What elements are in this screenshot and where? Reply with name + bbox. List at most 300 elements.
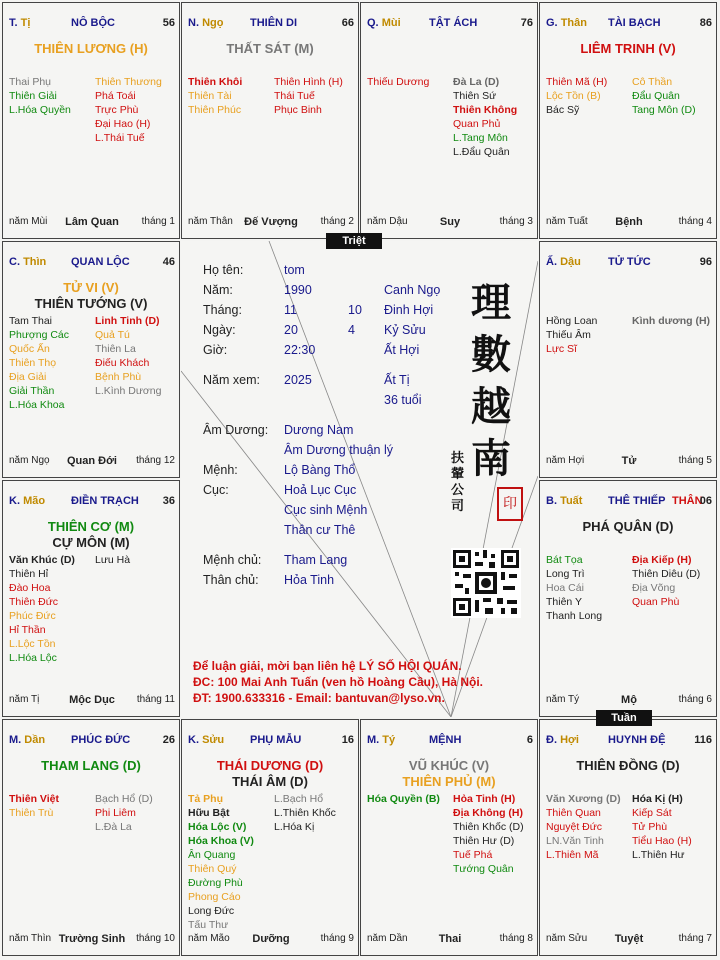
minor-star: Giải Thần: [9, 385, 55, 397]
palace-year: năm Ngọ: [9, 455, 50, 466]
value-hour: 22:30: [284, 343, 316, 357]
minor-star: L.Tang Môn: [453, 132, 508, 144]
palace-chi: Thìn: [23, 256, 47, 268]
minor-stars-left: [546, 75, 607, 117]
minor-star: Hóa Khoa (V): [188, 835, 254, 847]
main-star: THẤT SÁT (M): [226, 41, 314, 56]
palace-header: [9, 256, 175, 270]
palace-can: B.: [546, 495, 557, 507]
minor-star: Tử Phù: [632, 821, 668, 833]
palace-footer: [9, 216, 175, 230]
palace-number: 06: [699, 495, 712, 507]
palace-name: TỬ TỨC: [608, 256, 651, 268]
palace-footer: [367, 216, 533, 230]
main-star: THIÊN CƠ (M): [47, 519, 135, 534]
minor-stars-left: [188, 75, 242, 117]
palace-can: N.: [188, 17, 199, 29]
calligraphy-char: 數: [471, 331, 511, 378]
minor-star: Thiên Phúc: [188, 104, 242, 116]
palace-can: M.: [367, 734, 380, 746]
truong-sinh-stage: Thai: [438, 933, 462, 945]
minor-star: Kình dương (H): [632, 315, 711, 327]
palace-cell[interactable]: [539, 719, 717, 956]
minor-star: Cô Thần: [632, 76, 673, 88]
truong-sinh-stage: Đế Vượng: [244, 216, 298, 228]
main-star: THÁI DƯƠNG (D): [216, 758, 324, 773]
palace-footer: [546, 694, 712, 708]
palace-header: [9, 734, 175, 748]
contact-line-1: Để luận giải, mời bạn liên hệ LÝ SỐ HỘI QUÁN.: [193, 659, 462, 673]
palace-number: 36: [162, 495, 175, 507]
label-year: Năm:: [203, 283, 233, 297]
palace-can: Ấ.: [546, 256, 557, 268]
value-month-lunar: 10: [348, 303, 362, 317]
palace-year: năm Thìn: [9, 933, 52, 944]
palace-cell[interactable]: [2, 241, 180, 478]
minor-stars-right: [274, 75, 343, 117]
minor-star: L.Thiên Mã: [546, 849, 599, 861]
minor-star: Thiên Đức: [9, 596, 59, 608]
minor-stars-right: [632, 75, 696, 117]
minor-stars-left: [367, 75, 429, 89]
palace-number: 16: [341, 734, 354, 746]
value-cuc-3: Thân cư Thê: [284, 523, 356, 537]
truong-sinh-stage: Tuyệt: [614, 933, 644, 945]
palace-year: năm Hợi: [546, 455, 585, 466]
palace-year: năm Tuất: [546, 216, 588, 227]
palace-cell[interactable]: [181, 2, 359, 239]
minor-star: L.Hóa Kị: [274, 821, 315, 833]
truong-sinh-stage: Bệnh: [615, 216, 643, 228]
minor-star: Quan Phủ: [453, 118, 501, 130]
truong-sinh-stage: Suy: [439, 216, 461, 228]
palace-chi: Thân: [560, 17, 587, 29]
minor-stars-right: [453, 75, 517, 159]
minor-star: Tấu Thư: [188, 919, 229, 931]
value-view-year-canchi: Ất Tị: [384, 373, 410, 387]
minor-star: Địa Võng: [632, 582, 676, 594]
minor-stars-left: [9, 792, 59, 820]
palace-chi: Tý: [382, 734, 396, 746]
palace-header: [188, 17, 354, 31]
palace-year: năm Thân: [188, 216, 233, 227]
label-menh: Mệnh:: [203, 463, 238, 477]
truong-sinh-stage: Tử: [621, 455, 637, 467]
minor-star: Lực Sĩ: [546, 343, 577, 355]
minor-star: Phong Cáo: [188, 891, 241, 903]
palace-name: PHÚC ĐỨC: [71, 734, 131, 746]
minor-star: Thiên Thương: [95, 76, 162, 88]
minor-star: Hồng Loan: [546, 315, 598, 327]
palace-name: THÊ THIẾP: [608, 495, 666, 507]
palace-can: K.: [188, 734, 199, 746]
main-star: THIÊN ĐỒNG (D): [576, 758, 680, 773]
palace-year: năm Sửu: [546, 933, 588, 944]
minor-star: Thiên Y: [546, 596, 582, 608]
minor-star: Hỉ Thần: [9, 624, 46, 636]
minor-star: Phục Binh: [274, 104, 322, 116]
minor-star: Lộc Tồn (B): [546, 90, 601, 102]
palace-header: [9, 17, 175, 31]
value-month-canchi: Đinh Hợi: [384, 303, 434, 317]
palace-name: ĐIỀN TRẠCH: [71, 495, 139, 507]
minor-star: Lưu Hà: [95, 554, 131, 566]
minor-star: Tiểu Hao (H): [632, 835, 692, 847]
minor-star: Thái Tuế: [274, 90, 315, 102]
minor-star: Thiên Quan: [546, 807, 601, 819]
palace-can: C.: [9, 256, 20, 268]
minor-star: Hữu Bật: [188, 807, 230, 819]
minor-star: L.Đà La: [95, 821, 132, 833]
value-view-year: 2025: [284, 373, 312, 387]
palace-month: tháng 10: [136, 933, 175, 944]
palace-footer: [9, 694, 175, 708]
main-star: THIÊN PHỦ (M): [402, 774, 496, 789]
truong-sinh-stage: Quan Đới: [67, 455, 117, 467]
minor-stars-right: [95, 553, 130, 567]
minor-star: Thiếu Âm: [546, 329, 591, 341]
center-info-panel: [181, 241, 538, 717]
palace-footer: [546, 216, 712, 230]
minor-stars-left: [9, 553, 75, 665]
palace-name: HUYNH ĐỆ: [608, 734, 666, 746]
palace-chi: Tuất: [560, 495, 583, 507]
value-hour-canchi: Ất Hợi: [384, 343, 420, 357]
minor-star: L.Thái Tuế: [95, 132, 145, 144]
minor-star: Địa Giải: [9, 371, 47, 383]
palace-month: tháng 6: [678, 694, 712, 705]
value-day: 20: [284, 323, 298, 337]
palace-header: [188, 734, 354, 748]
palace-month: tháng 1: [141, 216, 175, 227]
palace-chi: Mão: [23, 495, 46, 507]
palace-cell[interactable]: [2, 2, 180, 239]
minor-star: Tướng Quân: [453, 863, 514, 875]
qr-code[interactable]: [451, 548, 521, 618]
minor-star: Thiên Trù: [9, 807, 54, 819]
minor-star: L.Thiên Hư: [632, 849, 685, 861]
palace-cell[interactable]: [360, 719, 538, 956]
palace-header: [9, 495, 175, 509]
main-star: THAM LANG (D): [41, 758, 141, 773]
truong-sinh-stage: Dưỡng: [252, 933, 290, 945]
palace-year: năm Dần: [367, 933, 408, 944]
minor-star: L.Hóa Lộc: [9, 652, 57, 664]
minor-star: Nguyệt Đức: [546, 821, 603, 833]
minor-star: Thiên La: [95, 343, 136, 355]
value-month: 11: [284, 303, 297, 317]
palace-month: tháng 11: [136, 694, 175, 705]
palace-cell[interactable]: [539, 480, 717, 717]
minor-star: Bác Sỹ: [546, 104, 580, 116]
main-star: THÁI ÂM (D): [232, 774, 308, 789]
minor-star: L.Thiên Khốc: [274, 807, 336, 819]
main-star: VŨ KHÚC (V): [408, 758, 490, 773]
contact-address: ĐC: 100 Mai Anh Tuấn (ven hồ Hoàng Cầu), Hà Nội.: [193, 675, 484, 689]
minor-star: Đà La (D): [453, 76, 500, 88]
minor-star: Kiếp Sát: [632, 807, 672, 819]
minor-stars-right: [632, 792, 692, 862]
main-star: THIÊN LƯƠNG (H): [34, 41, 148, 56]
minor-star: Thiếu Dương: [367, 76, 430, 88]
label-cuc: Cục:: [203, 483, 229, 497]
truong-sinh-stage: Trường Sinh: [58, 933, 126, 945]
minor-star: Tuế Phá: [453, 849, 493, 861]
calligraphy-char: 南: [471, 435, 511, 482]
palace-year: năm Mão: [188, 933, 230, 944]
palace-can: G.: [546, 17, 558, 29]
minor-star: Thiên Việt: [9, 793, 59, 805]
palace-cell[interactable]: [2, 480, 180, 717]
minor-star: Phi Liêm: [95, 807, 136, 819]
palace-cell[interactable]: [539, 2, 717, 239]
palace-number: 6: [526, 734, 533, 746]
minor-star: Thiên Hư (D): [453, 835, 515, 847]
palace-month: tháng 12: [136, 455, 175, 466]
minor-star: L.Lộc Tồn: [9, 638, 56, 650]
main-star: TỬ VI (V): [63, 280, 119, 295]
minor-star: Thiên Diêu (D): [632, 568, 701, 580]
palace-month: tháng 2: [320, 216, 354, 227]
minor-star: Thiên Quý: [188, 863, 237, 875]
minor-star: Thiên Không: [453, 104, 518, 116]
palace-number: 56: [162, 17, 175, 29]
minor-stars-left: [9, 314, 69, 412]
palace-year: năm Dậu: [367, 216, 408, 227]
calligraphy-side-text: 扶 輦 公 司: [451, 451, 465, 514]
main-star: LIÊM TRINH (V): [580, 41, 676, 56]
palace-number: 26: [162, 734, 175, 746]
main-star: CỰ MÔN (M): [52, 535, 130, 550]
palace-name: NÔ BỘC: [71, 17, 115, 29]
palace-name: MỆNH: [429, 734, 462, 746]
palace-header: [367, 17, 533, 31]
red-seal-stamp: 印: [497, 487, 523, 521]
minor-stars-left: [546, 553, 602, 623]
palace-number: 86: [699, 17, 712, 29]
minor-star: Đẩu Quân: [632, 90, 680, 102]
palace-footer: [546, 455, 712, 469]
minor-star: L.Hóa Khoa: [9, 399, 65, 411]
minor-stars-left: [367, 792, 440, 806]
palace-year: năm Tý: [546, 694, 580, 705]
palace-header: [546, 256, 712, 270]
palace-header: [546, 495, 712, 509]
minor-stars-right: [95, 75, 162, 145]
minor-star: Thai Phụ: [9, 76, 52, 88]
minor-star: Thiên Hình (H): [274, 76, 343, 88]
minor-stars-left: [188, 792, 254, 932]
minor-star: Văn Khúc (D): [9, 554, 75, 566]
minor-star: L.Đẩu Quân: [453, 146, 510, 158]
value-day-canchi: Kỷ Sửu: [384, 323, 426, 337]
palace-chi: Ngọ: [202, 17, 224, 29]
minor-star: Đào Hoa: [9, 582, 51, 594]
minor-stars-left: [546, 792, 621, 862]
minor-star: Phượng Các: [9, 329, 70, 341]
minor-star: Quan Phù: [632, 596, 680, 608]
minor-stars-right: [632, 553, 700, 609]
minor-stars-right: [95, 314, 161, 398]
minor-star: L.Kình Dương: [95, 385, 162, 397]
palace-cell[interactable]: [539, 241, 717, 478]
minor-star: Tả Phụ: [188, 793, 224, 805]
palace-month: tháng 4: [678, 216, 712, 227]
minor-star: Quả Tú: [95, 329, 130, 341]
value-menh: Lộ Bàng Thổ: [284, 463, 356, 477]
label-hour: Giờ:: [203, 343, 228, 357]
minor-star: Thiên Tài: [188, 90, 232, 102]
palace-footer: [367, 933, 533, 947]
minor-star: Bát Tọa: [546, 554, 583, 566]
calligraphy-char: 越: [471, 383, 511, 430]
palace-cell[interactable]: [2, 719, 180, 956]
minor-star: Quốc Ấn: [9, 343, 50, 355]
minor-star: Ân Quang: [188, 849, 236, 861]
palace-can: Q.: [367, 17, 379, 29]
palace-month: tháng 8: [499, 933, 533, 944]
palace-chi: Dậu: [560, 256, 581, 268]
palace-chi: Dần: [24, 734, 46, 746]
value-year: 1990: [284, 283, 312, 297]
palace-footer: [9, 455, 175, 469]
value-menh-chu: Tham Lang: [284, 553, 348, 567]
label-menh-chu: Mệnh chủ:: [203, 553, 262, 567]
palace-name: TÀI BẠCH: [608, 17, 661, 29]
minor-star: Địa Kiếp (H): [632, 554, 692, 566]
triet-badge: Triệt: [326, 233, 382, 249]
value-name: tom: [284, 263, 305, 277]
minor-star: Điếu Khách: [95, 357, 150, 369]
truong-sinh-stage: Mộ: [621, 694, 637, 706]
palace-footer: [188, 216, 354, 230]
minor-star: Thiên Thọ: [9, 357, 57, 369]
minor-stars-right: [453, 792, 524, 876]
palace-name: QUAN LỘC: [71, 256, 130, 268]
minor-star: Thiên Hỉ: [9, 568, 49, 580]
minor-star: LN.Văn Tinh: [546, 835, 604, 847]
palace-month: tháng 9: [320, 933, 354, 944]
minor-star: Hóa Quyền (B): [367, 793, 440, 805]
palace-can: K.: [9, 495, 20, 507]
calligraphy-char: 理: [471, 279, 511, 326]
main-star: THIÊN TƯỚNG (V): [34, 296, 148, 311]
palace-footer: [546, 933, 712, 947]
minor-stars-right: [632, 314, 710, 328]
minor-stars-right: [274, 792, 336, 834]
minor-star: L.Hóa Quyền: [9, 104, 71, 116]
palace-cell[interactable]: [181, 719, 359, 956]
minor-star: Phúc Đức: [9, 610, 56, 622]
value-amduong-2: Âm Dương thuận lý: [284, 443, 393, 457]
palace-month: tháng 7: [678, 933, 712, 944]
label-day: Ngày:: [203, 323, 236, 337]
main-star: PHÁ QUÂN (D): [582, 519, 674, 534]
label-name: Họ tên:: [203, 263, 244, 277]
value-year-canchi: Canh Ngọ: [384, 283, 441, 297]
palace-name: PHỤ MẪU: [250, 734, 302, 746]
value-day-lunar: 4: [348, 323, 355, 337]
minor-star: Linh Tinh (D): [95, 315, 160, 327]
label-month: Tháng:: [203, 303, 242, 317]
truong-sinh-stage: Lâm Quan: [65, 216, 119, 228]
minor-star: Thanh Long: [546, 610, 603, 622]
minor-star: Đại Hao (H): [95, 118, 151, 130]
minor-star: Tang Môn (D): [632, 104, 696, 116]
minor-star: Long Đức: [188, 905, 235, 917]
palace-month: tháng 5: [678, 455, 712, 466]
palace-month: tháng 3: [499, 216, 533, 227]
minor-star: Thiên Khốc (D): [453, 821, 524, 833]
palace-year: năm Tị: [9, 694, 40, 705]
palace-year: năm Mùi: [9, 216, 48, 227]
palace-can: M.: [9, 734, 22, 746]
palace-chi: Tị: [20, 17, 31, 29]
value-cuc: Hoả Lục Cục: [284, 483, 357, 497]
palace-number: 66: [341, 17, 354, 29]
minor-star: Hóa Kị (H): [632, 793, 683, 805]
than-marker: THÂN: [672, 495, 703, 507]
value-age: 36 tuổi: [384, 393, 422, 407]
minor-star: Địa Không (H): [453, 807, 523, 819]
minor-star: Long Trì: [546, 568, 585, 580]
minor-star: Thiên Khôi: [188, 76, 243, 88]
minor-star: L.Bạch Hổ: [274, 793, 324, 805]
palace-number: 96: [699, 256, 712, 268]
palace-header: [546, 734, 712, 748]
minor-star: Phá Toái: [95, 90, 136, 102]
value-cuc-2: Cục sinh Mệnh: [284, 503, 368, 517]
minor-stars-right: [95, 792, 153, 834]
minor-star: Văn Xương (D): [546, 793, 621, 805]
value-than-chu: Hỏa Tinh: [284, 573, 335, 587]
minor-star: Thiên Mã (H): [546, 76, 608, 88]
minor-star: Bạch Hổ (D): [95, 793, 153, 805]
palace-chi: Mùi: [381, 17, 401, 29]
truong-sinh-stage: Mộc Dục: [69, 694, 115, 706]
palace-can: Đ.: [546, 734, 557, 746]
minor-star: Hóa Lộc (V): [188, 821, 247, 833]
palace-number: 76: [520, 17, 533, 29]
palace-name: THIÊN DI: [250, 17, 298, 29]
minor-star: Tam Thai: [9, 315, 52, 327]
palace-header: [367, 734, 533, 748]
palace-footer: [188, 933, 354, 947]
palace-number: 46: [162, 256, 175, 268]
palace-cell[interactable]: [360, 2, 538, 239]
palace-chi: Hợi: [560, 734, 579, 746]
palace-number: 116: [694, 734, 712, 746]
label-than-chu: Thân chủ:: [203, 573, 259, 587]
minor-star: Hỏa Tinh (H): [453, 793, 516, 805]
minor-star: Thiên Sứ: [453, 90, 497, 102]
minor-star: Trực Phù: [95, 104, 139, 116]
palace-can: T.: [9, 17, 18, 29]
label-amduong: Âm Dương:: [203, 423, 269, 437]
minor-star: Bệnh Phù: [95, 371, 142, 383]
minor-star: Hoa Cái: [546, 582, 584, 594]
minor-star: Đường Phù: [188, 877, 243, 889]
palace-footer: [9, 933, 175, 947]
minor-stars-left: [9, 75, 71, 117]
minor-star: Thiên Giải: [9, 90, 57, 102]
value-amduong: Dương Nam: [284, 423, 354, 437]
palace-header: [546, 17, 712, 31]
contact-phone-email[interactable]: ĐT: 1900.633316 - Email: bantuvan@lyso.vn.: [193, 691, 445, 705]
minor-stars-left: [546, 314, 597, 356]
tuan-badge: Tuần: [596, 710, 652, 726]
palace-chi: Sửu: [202, 734, 225, 746]
